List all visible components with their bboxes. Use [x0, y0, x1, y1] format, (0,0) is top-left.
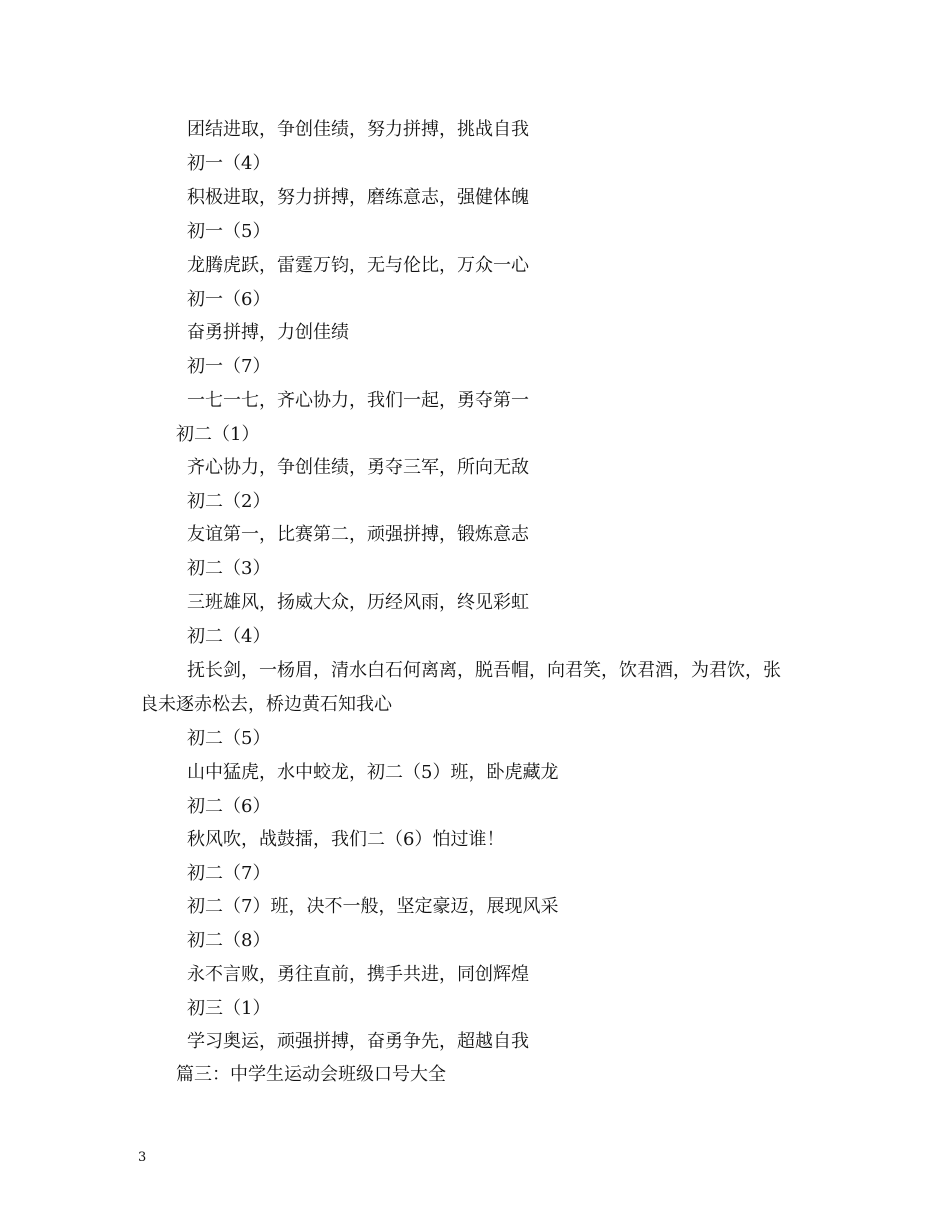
class-label: 初二（7） — [187, 863, 271, 884]
class-label: 初二（1） — [176, 424, 260, 445]
slogan-line-continuation: 良未逐赤松去，桥边黄石知我心 — [140, 694, 392, 715]
class-label: 初二（8） — [187, 930, 271, 951]
slogan-line: 积极进取，努力拼搏，磨练意志，强健体魄 — [187, 187, 529, 208]
slogan-line: 友谊第一，比赛第二，顽强拼搏，锻炼意志 — [187, 524, 529, 545]
class-label: 初二（6） — [187, 796, 271, 817]
section-heading: 篇三：中学生运动会班级口号大全 — [176, 1064, 446, 1085]
slogan-line: 秋风吹，战鼓擂，我们二（6）怕过谁！ — [187, 829, 505, 850]
class-label: 初二（5） — [187, 728, 271, 749]
slogan-line: 山中猛虎，水中蛟龙，初二（5）班，卧虎藏龙 — [187, 762, 559, 783]
class-label: 初一（7） — [187, 356, 271, 377]
slogan-line: 抚长剑，一杨眉，清水白石何离离，脱吾帽，向君笑，饮君酒，为君饮，张 — [187, 660, 781, 681]
slogan-line: 奋勇拼搏，力创佳绩 — [187, 322, 349, 343]
class-label: 初一（5） — [187, 221, 271, 242]
page-number: 3 — [138, 1150, 147, 1165]
slogan-line: 龙腾虎跃，雷霆万钧，无与伦比，万众一心 — [187, 255, 529, 276]
class-label: 初二（2） — [187, 491, 271, 512]
class-label: 初三（1） — [187, 998, 271, 1019]
slogan-line: 齐心协力，争创佳绩，勇夺三军，所向无敌 — [187, 457, 529, 478]
slogan-line: 三班雄风，扬威大众，历经风雨，终见彩虹 — [187, 592, 529, 613]
slogan-line: 永不言败，勇往直前，携手共进，同创辉煌 — [187, 964, 529, 985]
slogan-line: 初二（7）班，决不一般，坚定豪迈，展现风采 — [187, 896, 559, 917]
slogan-line: 一七一七，齐心协力，我们一起，勇夺第一 — [187, 390, 529, 411]
slogan-line: 团结进取，争创佳绩，努力拼搏，挑战自我 — [187, 119, 529, 140]
slogan-line: 学习奥运，顽强拼搏，奋勇争先，超越自我 — [187, 1031, 529, 1052]
class-label: 初二（4） — [187, 626, 271, 647]
class-label: 初一（6） — [187, 289, 271, 310]
class-label: 初一（4） — [187, 153, 271, 174]
class-label: 初二（3） — [187, 558, 271, 579]
